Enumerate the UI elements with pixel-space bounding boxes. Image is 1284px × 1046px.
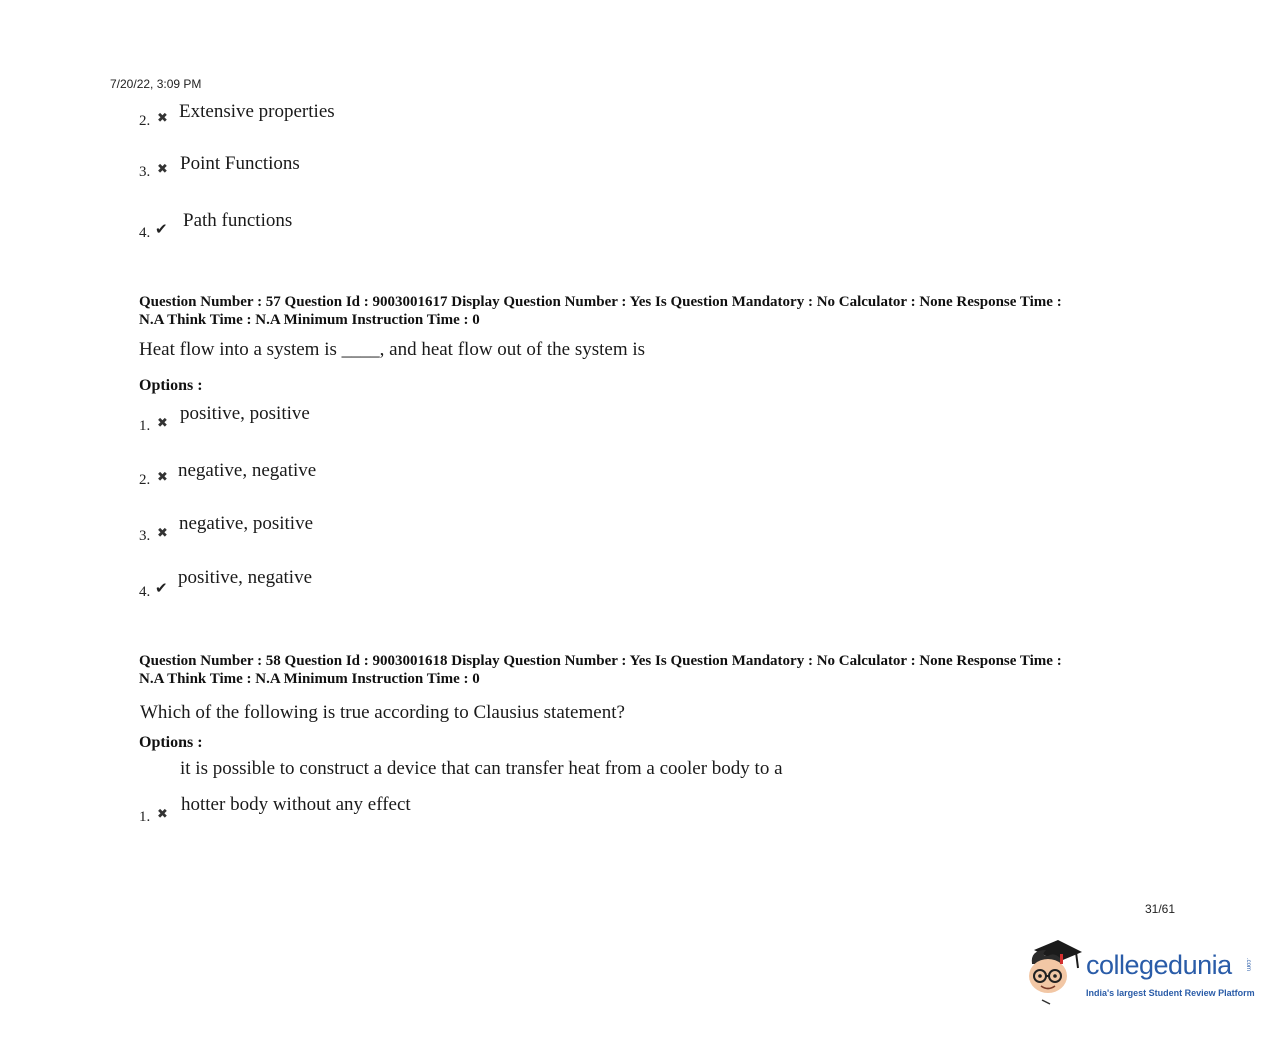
question-meta-line: Question Number : 57 Question Id : 9003001617 Display Question Number : Yes Is Question Mandatory : No Calculator : None Response Time : — [139, 294, 1062, 310]
option-text: Point Functions — [180, 153, 300, 174]
option-text: positive, negative — [178, 567, 313, 588]
option-number: 4. — [139, 584, 151, 600]
option-text: hotter body without any effect — [181, 794, 411, 815]
option-number: 3. — [139, 164, 151, 180]
mascot-icon — [1024, 938, 1084, 1008]
option-text: it is possible to construct a device that can transfer heat from a cooler body to a — [180, 758, 783, 779]
question-meta-line: N.A Think Time : N.A Minimum Instruction Time : 0 — [139, 312, 480, 328]
option-text: Path functions — [183, 210, 293, 231]
logo-tagline: India's largest Student Review Platform — [1086, 988, 1255, 998]
wrong-mark-icon: ✖ — [157, 162, 168, 177]
correct-check-icon: ✔ — [155, 220, 168, 238]
option-number: 3. — [139, 528, 151, 544]
question-meta-line: Question Number : 58 Question Id : 9003001618 Display Question Number : Yes Is Question Mandatory : No Calculator : None Response Time : — [139, 653, 1062, 669]
wrong-mark-icon: ✖ — [157, 807, 168, 822]
option-text: positive, positive — [180, 403, 310, 424]
question-meta — [139, 293, 1149, 329]
wrong-mark-icon: ✖ — [157, 416, 168, 431]
option-text: Extensive properties — [179, 101, 335, 122]
collegedunia-logo — [1024, 938, 1254, 1010]
question-meta-line: N.A Think Time : N.A Minimum Instruction Time : 0 — [139, 671, 480, 687]
correct-check-icon: ✔ — [155, 579, 168, 597]
wrong-mark-icon: ✖ — [157, 111, 168, 126]
logo-dotcom: .com — [1245, 958, 1251, 972]
print-timestamp: 7/20/22, 3:09 PM — [110, 77, 202, 91]
option-text: negative, positive — [179, 513, 314, 534]
option-number: 1. — [139, 809, 151, 825]
option-text: negative, negative — [178, 460, 317, 481]
logo-wordmark: collegedunia — [1086, 950, 1232, 980]
option-number: 2. — [139, 472, 151, 488]
question-text: Which of the following is true according to Clausius statement? — [140, 702, 625, 723]
option-number: 4. — [139, 225, 151, 241]
wrong-mark-icon: ✖ — [157, 526, 168, 541]
option-number: 1. — [139, 418, 151, 434]
question-meta — [139, 652, 1149, 688]
page-number: 31/61 — [1145, 902, 1176, 916]
wrong-mark-icon: ✖ — [157, 470, 168, 485]
options-label: Options : — [139, 377, 203, 394]
options-label: Options : — [139, 734, 203, 751]
question-text: Heat flow into a system is ____, and heat flow out of the system is — [139, 339, 646, 360]
option-number: 2. — [139, 113, 151, 129]
